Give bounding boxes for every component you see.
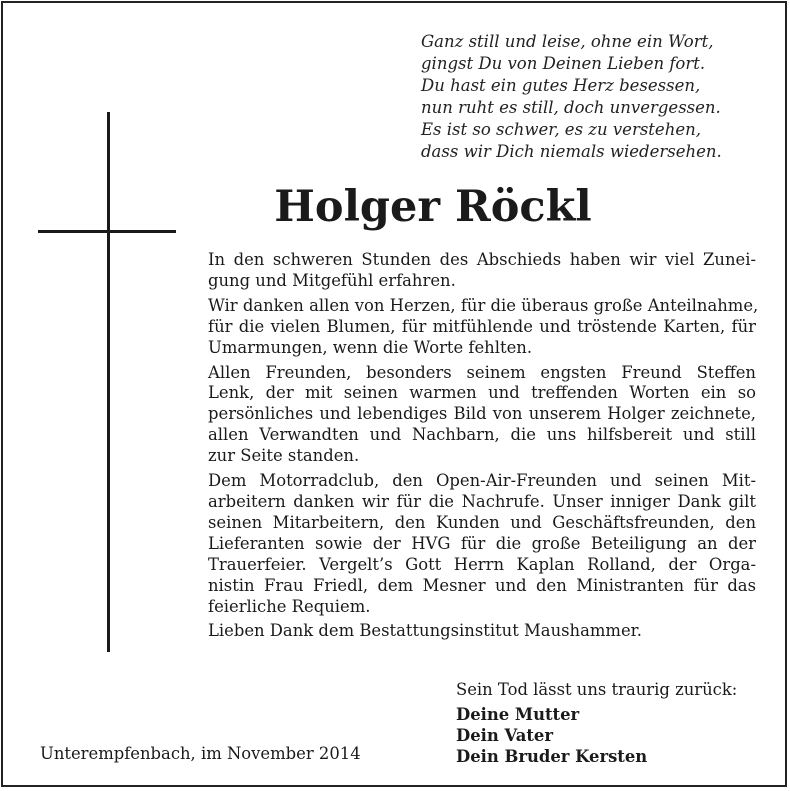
text-line: In den schweren Stunden des Abschieds haben wir viel Zunei- bbox=[208, 250, 756, 269]
obituary-notice bbox=[1, 1, 787, 787]
text-line: für die vielen Blumen, für mitfühlende und tröstende Karten, für bbox=[208, 316, 756, 336]
paragraph bbox=[208, 471, 756, 617]
signers bbox=[456, 704, 737, 767]
poem-line: nun ruht es still, doch unvergessen. bbox=[421, 98, 721, 117]
place-date: Unterempfenbach, im November 2014 bbox=[40, 744, 361, 763]
text-line: feierliche Requiem. bbox=[208, 596, 371, 616]
text-line: gung und Mitgefühl erfahren. bbox=[208, 270, 456, 290]
paragraph bbox=[208, 295, 759, 359]
poem-line: Ganz still und leise, ohne ein Wort, bbox=[421, 32, 714, 51]
text-line: Lieben Dank dem Bestattungsinstitut Maushammer. bbox=[208, 621, 642, 641]
signer: Dein Bruder Kersten bbox=[456, 747, 648, 766]
text-line: Umarmungen, wenn die Worte fehlten. bbox=[208, 337, 533, 357]
thanks-text bbox=[208, 250, 759, 646]
poem-line: gingst Du von Deinen Lieben fort. bbox=[421, 54, 706, 73]
memorial-poem bbox=[421, 31, 781, 163]
text-line: allen Verwandten und Nachbarn, die uns hilfsbereit und still bbox=[208, 425, 756, 445]
poem-line: dass wir Dich niemals wiedersehen. bbox=[421, 142, 722, 161]
poem-line: Es ist so schwer, es zu verstehen, bbox=[421, 120, 701, 139]
text-line: Trauerfeier. Vergelt’s Gott Herrn Kaplan Rolland, der Orga- bbox=[208, 554, 756, 574]
text-line: Lenk, der mit seinen warmen und treffenden Worten ein so bbox=[208, 383, 756, 403]
signer: Deine Mutter bbox=[456, 705, 580, 724]
deceased-name: Holger Röckl bbox=[274, 182, 592, 232]
closing-intro: Sein Tod lässt uns traurig zurück: bbox=[456, 680, 738, 699]
signer: Dein Vater bbox=[456, 726, 553, 745]
text-line: nistin Frau Friedl, dem Mesner und den Ministranten für das bbox=[208, 575, 756, 595]
paragraph bbox=[208, 621, 756, 642]
paragraph bbox=[208, 250, 756, 292]
poem-line: Du hast ein gutes Herz besessen, bbox=[421, 76, 701, 95]
family-signature bbox=[456, 679, 737, 767]
text-line: persönliches und lebendiges Bild von unserem Holger zeichnete, bbox=[208, 404, 756, 424]
text-line: arbeitern danken wir für die Nachrufe. Unser inniger Dank gilt bbox=[208, 491, 756, 511]
paragraph bbox=[208, 363, 756, 468]
text-line: Allen Freunden, besonders seinem engsten Freund Steffen bbox=[208, 362, 756, 382]
text-line: Dem Motorradclub, den Open-Air-Freunden und seinen Mit- bbox=[208, 471, 756, 491]
text-line: Wir danken allen von Herzen, für die überaus große Anteilnahme, bbox=[208, 295, 759, 315]
text-line: zur Seite standen. bbox=[208, 446, 360, 466]
text-line: seinen Mitarbeitern, den Kunden und Geschäftsfreunden, den bbox=[208, 512, 756, 532]
text-line: Lieferanten sowie der HVG für die große Beteiligung an der bbox=[208, 533, 756, 553]
